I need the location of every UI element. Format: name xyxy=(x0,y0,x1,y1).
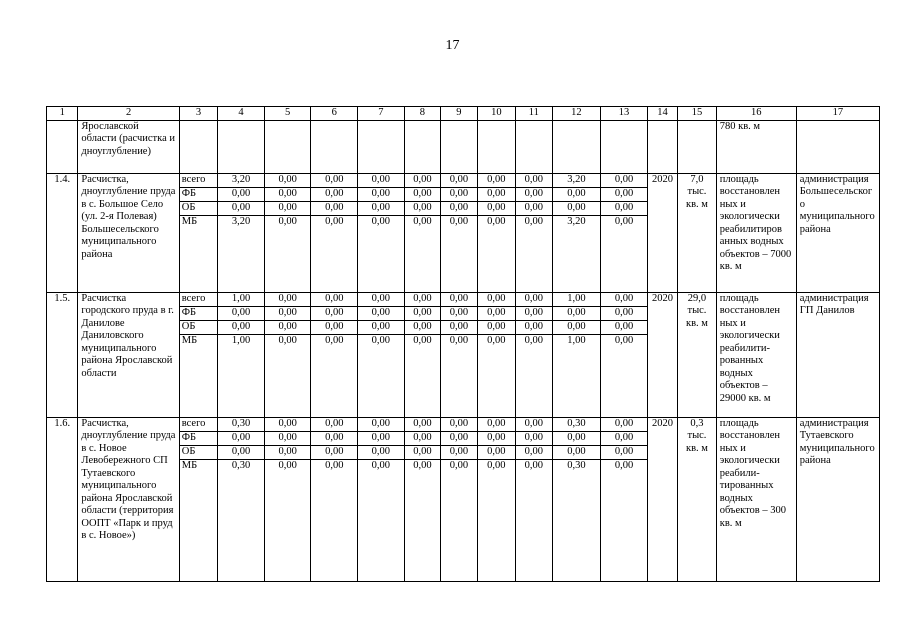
funding-source-label: всего xyxy=(180,418,218,432)
value-cell: 0,00 xyxy=(524,459,544,471)
header-cell-11: 11 xyxy=(516,107,552,121)
value-cell: 0,00 xyxy=(358,431,404,445)
row-executor: администрация ГП Данилов xyxy=(796,292,879,417)
value-cell: 0,00 xyxy=(218,187,264,201)
value-column-10 xyxy=(477,173,516,292)
value-column-6 xyxy=(311,417,358,581)
value-column-5 xyxy=(264,173,311,292)
header-cell-5: 5 xyxy=(264,107,311,121)
value-cell: 0,00 xyxy=(265,187,311,201)
value-column-11 xyxy=(516,417,552,581)
value-cell: 0,00 xyxy=(265,201,311,215)
value-cell: 0,00 xyxy=(553,201,601,215)
funding-source-label: всего xyxy=(180,174,218,188)
funding-source-label: ОБ xyxy=(180,320,218,334)
value-column-7 xyxy=(358,417,405,581)
value-cell: 0,00 xyxy=(478,174,516,188)
value-cell: 0,00 xyxy=(265,431,311,445)
value-column-5 xyxy=(264,292,311,417)
header-cell-6: 6 xyxy=(311,107,358,121)
funding-sources xyxy=(179,292,218,417)
value-column-7 xyxy=(358,173,405,292)
value-cell: 0,00 xyxy=(311,431,357,445)
value-cell: 0,00 xyxy=(358,418,404,432)
header-cell-1: 1 xyxy=(47,107,78,121)
value-column-12 xyxy=(552,417,601,581)
value-column-4 xyxy=(218,292,265,417)
value-column-12 xyxy=(552,173,601,292)
funding-source-label: ФБ xyxy=(180,187,218,201)
value-cell: 0,00 xyxy=(614,334,634,346)
value-cell: 0,00 xyxy=(413,215,432,227)
value-column-4 xyxy=(218,173,265,292)
header-cell-7: 7 xyxy=(358,107,405,121)
value-cell: 0,00 xyxy=(614,215,634,227)
value-cell: 0,00 xyxy=(218,431,264,445)
value-cell: 0,00 xyxy=(311,293,357,307)
value-cell: 0,00 xyxy=(441,445,476,459)
value-cell: 0,00 xyxy=(478,187,516,201)
page-number: 17 xyxy=(445,38,460,53)
funding-sources xyxy=(179,173,218,292)
value-cell: 0,00 xyxy=(265,418,311,432)
value-cell: 0,30 xyxy=(567,459,586,471)
program-table xyxy=(46,106,880,582)
value-cell: 0,00 xyxy=(441,418,476,432)
value-cell: 0,00 xyxy=(278,215,297,227)
value-cell: 0,00 xyxy=(371,215,391,227)
row-number: 1.6. xyxy=(47,417,78,581)
value-cell: 0,00 xyxy=(405,201,440,215)
value-cell: 0,00 xyxy=(478,431,516,445)
header-cell-3: 3 xyxy=(179,107,218,121)
value-cell: 0,00 xyxy=(478,320,516,334)
value-cell: 0,00 xyxy=(553,320,601,334)
value-cell: 0,00 xyxy=(524,334,544,346)
value-cell: 0,00 xyxy=(601,293,647,307)
value-cell: 0,00 xyxy=(516,431,551,445)
value-cell: 0,00 xyxy=(478,306,516,320)
row-number: 1.5. xyxy=(47,292,78,417)
value-cell: 0,00 xyxy=(553,431,601,445)
value-cell: 0,00 xyxy=(601,201,647,215)
value-cell: 0,00 xyxy=(449,215,469,227)
value-column-8 xyxy=(404,417,440,581)
value-cell: 0,00 xyxy=(265,306,311,320)
header-cell-14: 14 xyxy=(647,107,677,121)
header-cell-4: 4 xyxy=(218,107,265,121)
value-cell: 0,00 xyxy=(358,306,404,320)
funding-source-label: МБ xyxy=(181,459,198,471)
value-column-6 xyxy=(311,292,358,417)
header-cell-10: 10 xyxy=(477,107,516,121)
value-cell: 0,00 xyxy=(311,320,357,334)
value-column-9 xyxy=(441,417,477,581)
header-row xyxy=(47,107,880,121)
value-column-10 xyxy=(477,417,516,581)
value-column-13 xyxy=(601,292,648,417)
row-executor: администрация Тутаевского муниципального района xyxy=(796,417,879,581)
header-cell-13: 13 xyxy=(601,107,648,121)
value-column-13 xyxy=(601,417,648,581)
value-column-4 xyxy=(218,417,265,581)
continuation-name: Ярославской области (расчистка и дноуглубление) xyxy=(78,120,179,173)
value-cell: 0,00 xyxy=(553,187,601,201)
value-cell: 0,00 xyxy=(478,201,516,215)
header-cell-12: 12 xyxy=(552,107,601,121)
value-column-11 xyxy=(516,173,552,292)
value-cell: 0,00 xyxy=(371,459,391,471)
value-cell: 1,00 xyxy=(218,293,264,307)
value-cell: 0,00 xyxy=(601,174,647,188)
funding-source-label: МБ xyxy=(181,215,198,227)
row-year: 2020 xyxy=(647,173,677,292)
value-column-5 xyxy=(264,417,311,581)
value-cell: 0,00 xyxy=(601,445,647,459)
value-cell: 0,00 xyxy=(487,215,506,227)
value-cell: 0,00 xyxy=(358,293,404,307)
value-cell: 0,00 xyxy=(601,431,647,445)
value-cell: 0,00 xyxy=(553,445,601,459)
value-cell: 0,00 xyxy=(516,306,551,320)
value-cell: 0,00 xyxy=(441,187,476,201)
row-name: Расчистка, дноуглубление пруда в с. Новое Левобережного СП Тутаевского муниципального района Ярославской области (территория ООПТ «Парк и пруд в с. Новое») xyxy=(78,417,179,581)
row-year: 2020 xyxy=(647,417,677,581)
value-cell: 0,00 xyxy=(405,431,440,445)
value-cell: 0,00 xyxy=(358,320,404,334)
value-cell: 0,00 xyxy=(441,174,476,188)
header-cell-8: 8 xyxy=(404,107,440,121)
table-row xyxy=(47,292,880,417)
value-cell: 0,00 xyxy=(614,459,634,471)
value-column-11 xyxy=(516,292,552,417)
row-executor: администрация Большесельского муниципального района xyxy=(796,173,879,292)
value-cell: 0,00 xyxy=(265,445,311,459)
value-cell: 0,00 xyxy=(441,320,476,334)
value-column-7 xyxy=(358,292,405,417)
value-cell: 0,00 xyxy=(405,320,440,334)
row-result: площадь восстановлен ных и экологически реабилити- рованных водных объектов – 29000 кв. м xyxy=(716,292,796,417)
value-cell: 0,00 xyxy=(311,445,357,459)
value-column-13 xyxy=(601,173,648,292)
value-cell: 0,00 xyxy=(449,334,469,346)
value-cell: 0,30 xyxy=(553,418,601,432)
value-cell: 0,00 xyxy=(516,201,551,215)
value-cell: 0,00 xyxy=(441,306,476,320)
value-cell: 0,00 xyxy=(218,320,264,334)
value-cell: 0,00 xyxy=(413,334,432,346)
table-row xyxy=(47,417,880,581)
value-cell: 0,00 xyxy=(441,201,476,215)
value-cell: 0,00 xyxy=(358,445,404,459)
value-cell: 0,00 xyxy=(358,201,404,215)
value-cell: 0,00 xyxy=(601,418,647,432)
value-cell: 0,00 xyxy=(405,418,440,432)
funding-source-label: ФБ xyxy=(180,431,218,445)
value-cell: 0,00 xyxy=(441,431,476,445)
row-name: Расчистка, дноуглубление пруда в с. Большое Село (ул. 2-я Полевая) Большесельского муниципального района xyxy=(78,173,179,292)
funding-source-label: всего xyxy=(180,293,218,307)
value-column-10 xyxy=(477,292,516,417)
value-column-12 xyxy=(552,292,601,417)
value-cell: 0,00 xyxy=(311,174,357,188)
value-cell: 1,00 xyxy=(553,293,601,307)
value-cell: 0,00 xyxy=(449,459,469,471)
header-cell-17: 17 xyxy=(796,107,879,121)
value-cell: 0,00 xyxy=(311,201,357,215)
value-cell: 0,00 xyxy=(441,293,476,307)
value-cell: 3,20 xyxy=(553,174,601,188)
value-cell: 0,00 xyxy=(405,174,440,188)
value-cell: 0,00 xyxy=(405,306,440,320)
value-cell: 0,00 xyxy=(358,187,404,201)
value-cell: 0,00 xyxy=(218,201,264,215)
header-cell-16: 16 xyxy=(716,107,796,121)
row-year: 2020 xyxy=(647,292,677,417)
value-column-6 xyxy=(311,173,358,292)
value-cell: 3,20 xyxy=(218,174,264,188)
value-column-8 xyxy=(404,292,440,417)
header-cell-9: 9 xyxy=(441,107,477,121)
value-cell: 0,00 xyxy=(516,445,551,459)
value-cell: 0,00 xyxy=(218,306,264,320)
value-cell: 0,30 xyxy=(218,418,264,432)
value-cell: 0,00 xyxy=(487,459,506,471)
value-cell: 0,00 xyxy=(487,334,506,346)
value-cell: 0,00 xyxy=(516,320,551,334)
value-cell: 0,00 xyxy=(601,187,647,201)
value-cell: 0,00 xyxy=(413,459,432,471)
value-cell: 0,00 xyxy=(371,334,391,346)
funding-source-label: МБ xyxy=(181,334,198,346)
value-cell: 1,00 xyxy=(567,334,586,346)
value-cell: 0,00 xyxy=(265,293,311,307)
value-cell: 0,00 xyxy=(478,293,516,307)
value-cell: 0,00 xyxy=(516,174,551,188)
value-cell: 0,00 xyxy=(405,293,440,307)
funding-sources xyxy=(179,417,218,581)
value-cell: 0,00 xyxy=(516,187,551,201)
value-cell: 0,00 xyxy=(516,418,551,432)
header-cell-15: 15 xyxy=(678,107,717,121)
value-cell: 0,00 xyxy=(601,320,647,334)
value-cell: 0,00 xyxy=(405,187,440,201)
row-result: площадь восстановлен ных и экологически реабили- тированных водных объектов – 300 кв. м xyxy=(716,417,796,581)
value-cell: 0,00 xyxy=(325,459,344,471)
row-amount: 29,0 тыс. кв. м xyxy=(678,292,717,417)
value-cell: 0,00 xyxy=(516,293,551,307)
value-cell: 0,00 xyxy=(478,418,516,432)
value-cell: 0,00 xyxy=(325,215,344,227)
continuation-row xyxy=(47,120,880,173)
value-cell: 0,00 xyxy=(278,334,297,346)
value-column-8 xyxy=(404,173,440,292)
value-cell: 0,00 xyxy=(524,215,544,227)
value-column-9 xyxy=(441,292,477,417)
funding-source-label: ОБ xyxy=(180,201,218,215)
table-row xyxy=(47,173,880,292)
row-amount: 7,0 тыс. кв. м xyxy=(678,173,717,292)
row-number: 1.4. xyxy=(47,173,78,292)
value-cell: 0,00 xyxy=(265,174,311,188)
value-cell: 0,00 xyxy=(358,174,404,188)
value-cell: 3,20 xyxy=(567,215,586,227)
funding-source-label: ФБ xyxy=(180,306,218,320)
value-cell: 0,00 xyxy=(601,306,647,320)
value-column-9 xyxy=(441,173,477,292)
value-cell: 0,00 xyxy=(311,306,357,320)
row-result: площадь восстановлен ных и экологически реабилитиров анных водных объектов – 7000 кв. м xyxy=(716,173,796,292)
value-cell: 1,00 xyxy=(231,334,251,346)
header-cell-2: 2 xyxy=(78,107,179,121)
value-cell: 0,30 xyxy=(231,459,251,471)
value-cell: 3,20 xyxy=(231,215,251,227)
row-amount: 0,3 тыс. кв. м xyxy=(678,417,717,581)
value-cell: 0,00 xyxy=(553,306,601,320)
value-cell: 0,00 xyxy=(325,334,344,346)
value-cell: 0,00 xyxy=(218,445,264,459)
value-cell: 0,00 xyxy=(265,320,311,334)
funding-source-label: ОБ xyxy=(180,445,218,459)
value-cell: 0,00 xyxy=(278,459,297,471)
row-name: Расчистка городского пруда в г. Данилове Даниловского муниципального района Ярославской области xyxy=(78,292,179,417)
value-cell: 0,00 xyxy=(311,418,357,432)
value-cell: 0,00 xyxy=(311,187,357,201)
value-cell: 0,00 xyxy=(405,445,440,459)
value-cell: 0,00 xyxy=(478,445,516,459)
continuation-area: 780 кв. м xyxy=(716,120,796,173)
